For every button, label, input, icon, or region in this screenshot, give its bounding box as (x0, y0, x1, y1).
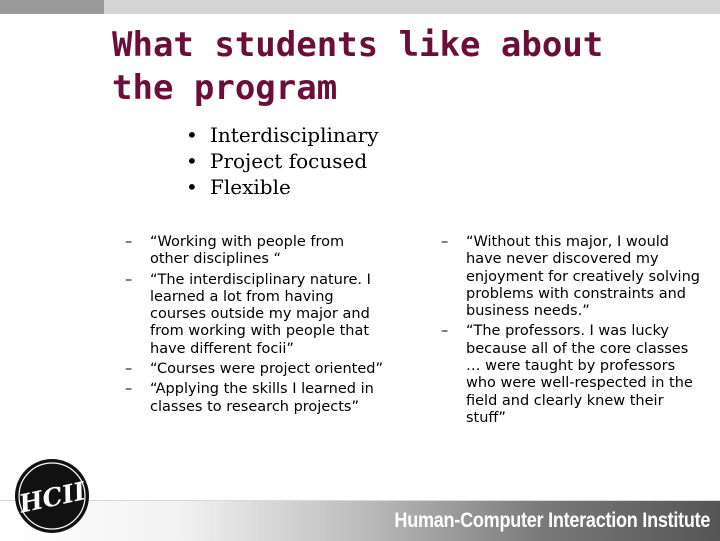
quote-item: – “Courses were project oriented” (125, 361, 387, 378)
quote-item: – “The professors. I was lucky because all of the core classes … were taught by professors who were well-respected in the field and clearly knew their stuff” (441, 323, 703, 427)
bullet-item: • Flexible (186, 174, 379, 200)
quotes-right-column (441, 234, 703, 430)
top-band-light (104, 0, 720, 14)
key-points-list (186, 122, 379, 200)
quote-item: – “Working with people from other disciplines “ (125, 234, 387, 269)
quote-item: – “Applying the skills I learned in classes to research projects” (125, 381, 387, 416)
bullet-item: • Interdisciplinary (186, 122, 379, 148)
slide-title: What students like about the program (112, 25, 604, 108)
bullet-item: • Project focused (186, 148, 379, 174)
quote-item: – “The interdisciplinary nature. I learned a lot from having courses outside my major and from working with people that have different focii” (125, 272, 387, 358)
top-band-dark (0, 0, 104, 14)
footer-institute-name: Human-Computer Interaction Institute (394, 509, 710, 532)
quotes-left-column (125, 234, 387, 419)
hcii-logo-icon (12, 456, 92, 536)
quote-item: – “Without this major, I would have never discovered my enjoyment for creatively solving problems with constraints and business needs.” (441, 234, 703, 320)
logo-text: HCII (16, 476, 89, 519)
